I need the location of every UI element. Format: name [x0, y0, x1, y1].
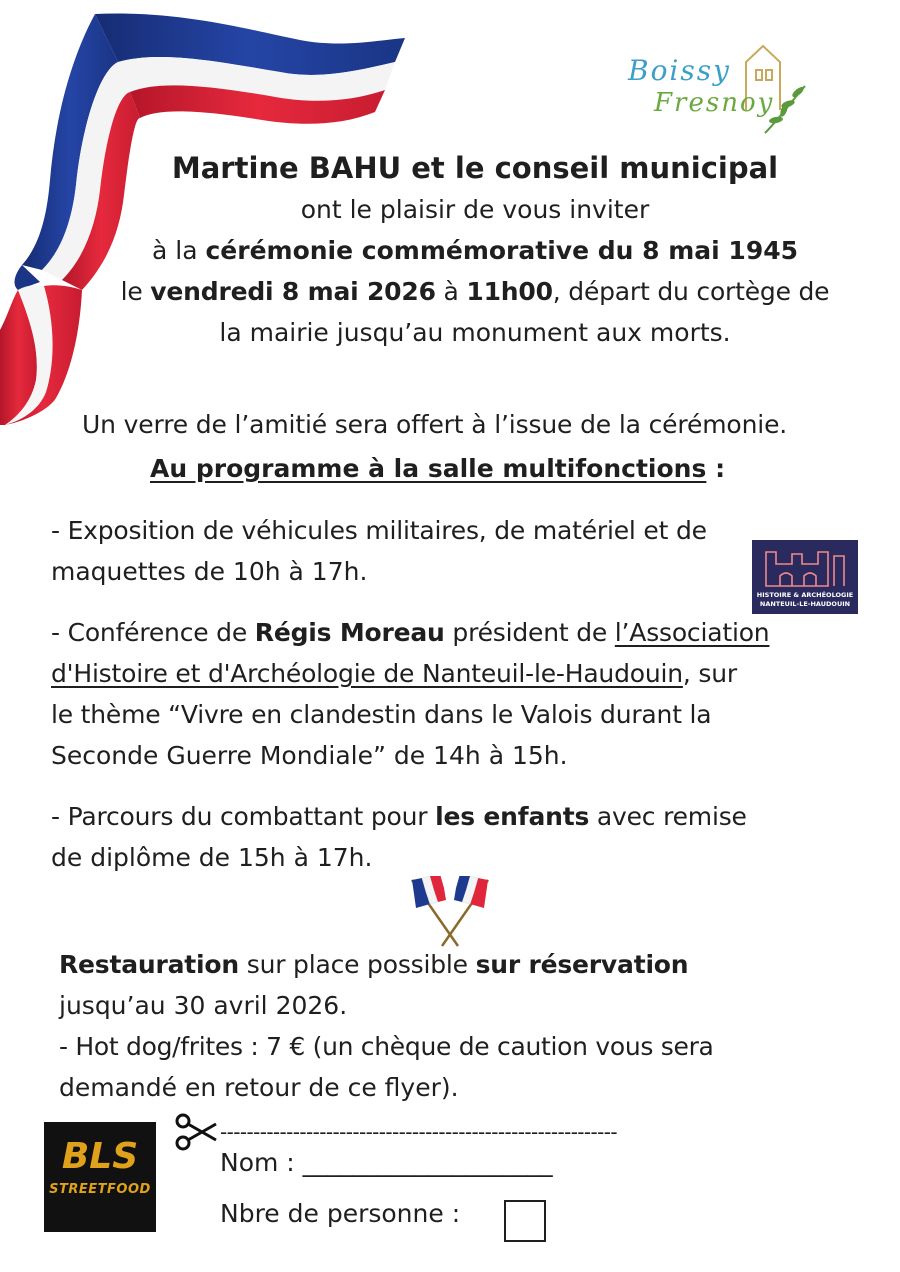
header-line2: ont le plaisir de vous inviter — [300, 195, 650, 224]
program-title: Au programme à la salle multifonctions : — [150, 454, 726, 483]
history-logo-line2: NANTEUIL-LE-HAUDOUIN — [759, 600, 851, 608]
header-line1: Martine BAHU et le conseil municipal — [171, 151, 779, 185]
cut-line: ------------------------------------------------------------ — [220, 1120, 618, 1144]
invitation-header — [0, 148, 900, 353]
item1-line2: maquettes de 10h à 17h. — [51, 557, 368, 586]
name-field[interactable]: Nom : ____________________ — [220, 1148, 553, 1177]
logo-line-fresnoy: Fresnoy — [654, 88, 775, 118]
header-line3: à la cérémonie commémorative du 8 mai 1945 — [151, 236, 798, 265]
item2-line3: le thème “Vivre en clandestin dans le Valois durant la — [51, 700, 712, 729]
logo-line-boissy: Boissy — [628, 54, 731, 87]
boissy-fresnoy-logo — [620, 40, 820, 140]
drink-text: Un verre de l’amitié sera offert à l’issue de la cérémonie. — [82, 410, 788, 439]
association-link-part2[interactable]: d'Histoire et d'Archéologie de Nanteuil-le-Haudouin — [51, 659, 683, 688]
item2-line4: Seconde Guerre Mondiale” de 14h à 15h. — [51, 741, 568, 770]
history-logo-line1: HISTOIRE & ARCHÉOLOGIE — [756, 591, 854, 599]
header-line4: le vendredi 8 mai 2026 à 11h00, départ du cortège de — [120, 277, 830, 306]
program-item-parcours — [51, 796, 747, 878]
food-line1: Restauration sur place possible sur réservation — [59, 950, 689, 979]
food-line4: demandé en retour de ce flyer). — [59, 1073, 459, 1102]
program-item-exposition — [51, 510, 707, 592]
history-association-logo — [752, 540, 858, 614]
item1-line1: - Exposition de véhicules militaires, de matériel et de — [51, 516, 707, 545]
food-section — [59, 944, 714, 1108]
item3-line1: - Parcours du combattant pour les enfants avec remise — [51, 802, 747, 831]
persons-checkbox[interactable] — [504, 1200, 546, 1242]
persons-label: Nbre de personne : — [220, 1199, 461, 1228]
crossed-flags-icon — [400, 876, 500, 948]
castle-icon — [762, 546, 848, 588]
bls-logo-line1: BLS — [61, 1136, 139, 1177]
header-line5: la mairie jusqu’au monument aux morts. — [219, 318, 731, 347]
item2-line2: d'Histoire et d'Archéologie de Nanteuil-le-Haudouin, sur — [51, 659, 737, 688]
item2-line1: - Conférence de Régis Moreau président de l’Association — [51, 618, 770, 647]
bls-logo-line2: STREETFOOD — [49, 1182, 151, 1197]
program-item-conference — [51, 612, 769, 776]
association-link-part1[interactable]: l’Association — [614, 618, 770, 647]
food-line2: jusqu’au 30 avril 2026. — [59, 991, 348, 1020]
item3-line2: de diplôme de 15h à 17h. — [51, 843, 373, 872]
food-line3: - Hot dog/frites : 7 € (un chèque de caution vous sera — [59, 1032, 714, 1061]
bls-streetfood-logo — [44, 1122, 156, 1232]
scissors-icon — [174, 1112, 218, 1152]
